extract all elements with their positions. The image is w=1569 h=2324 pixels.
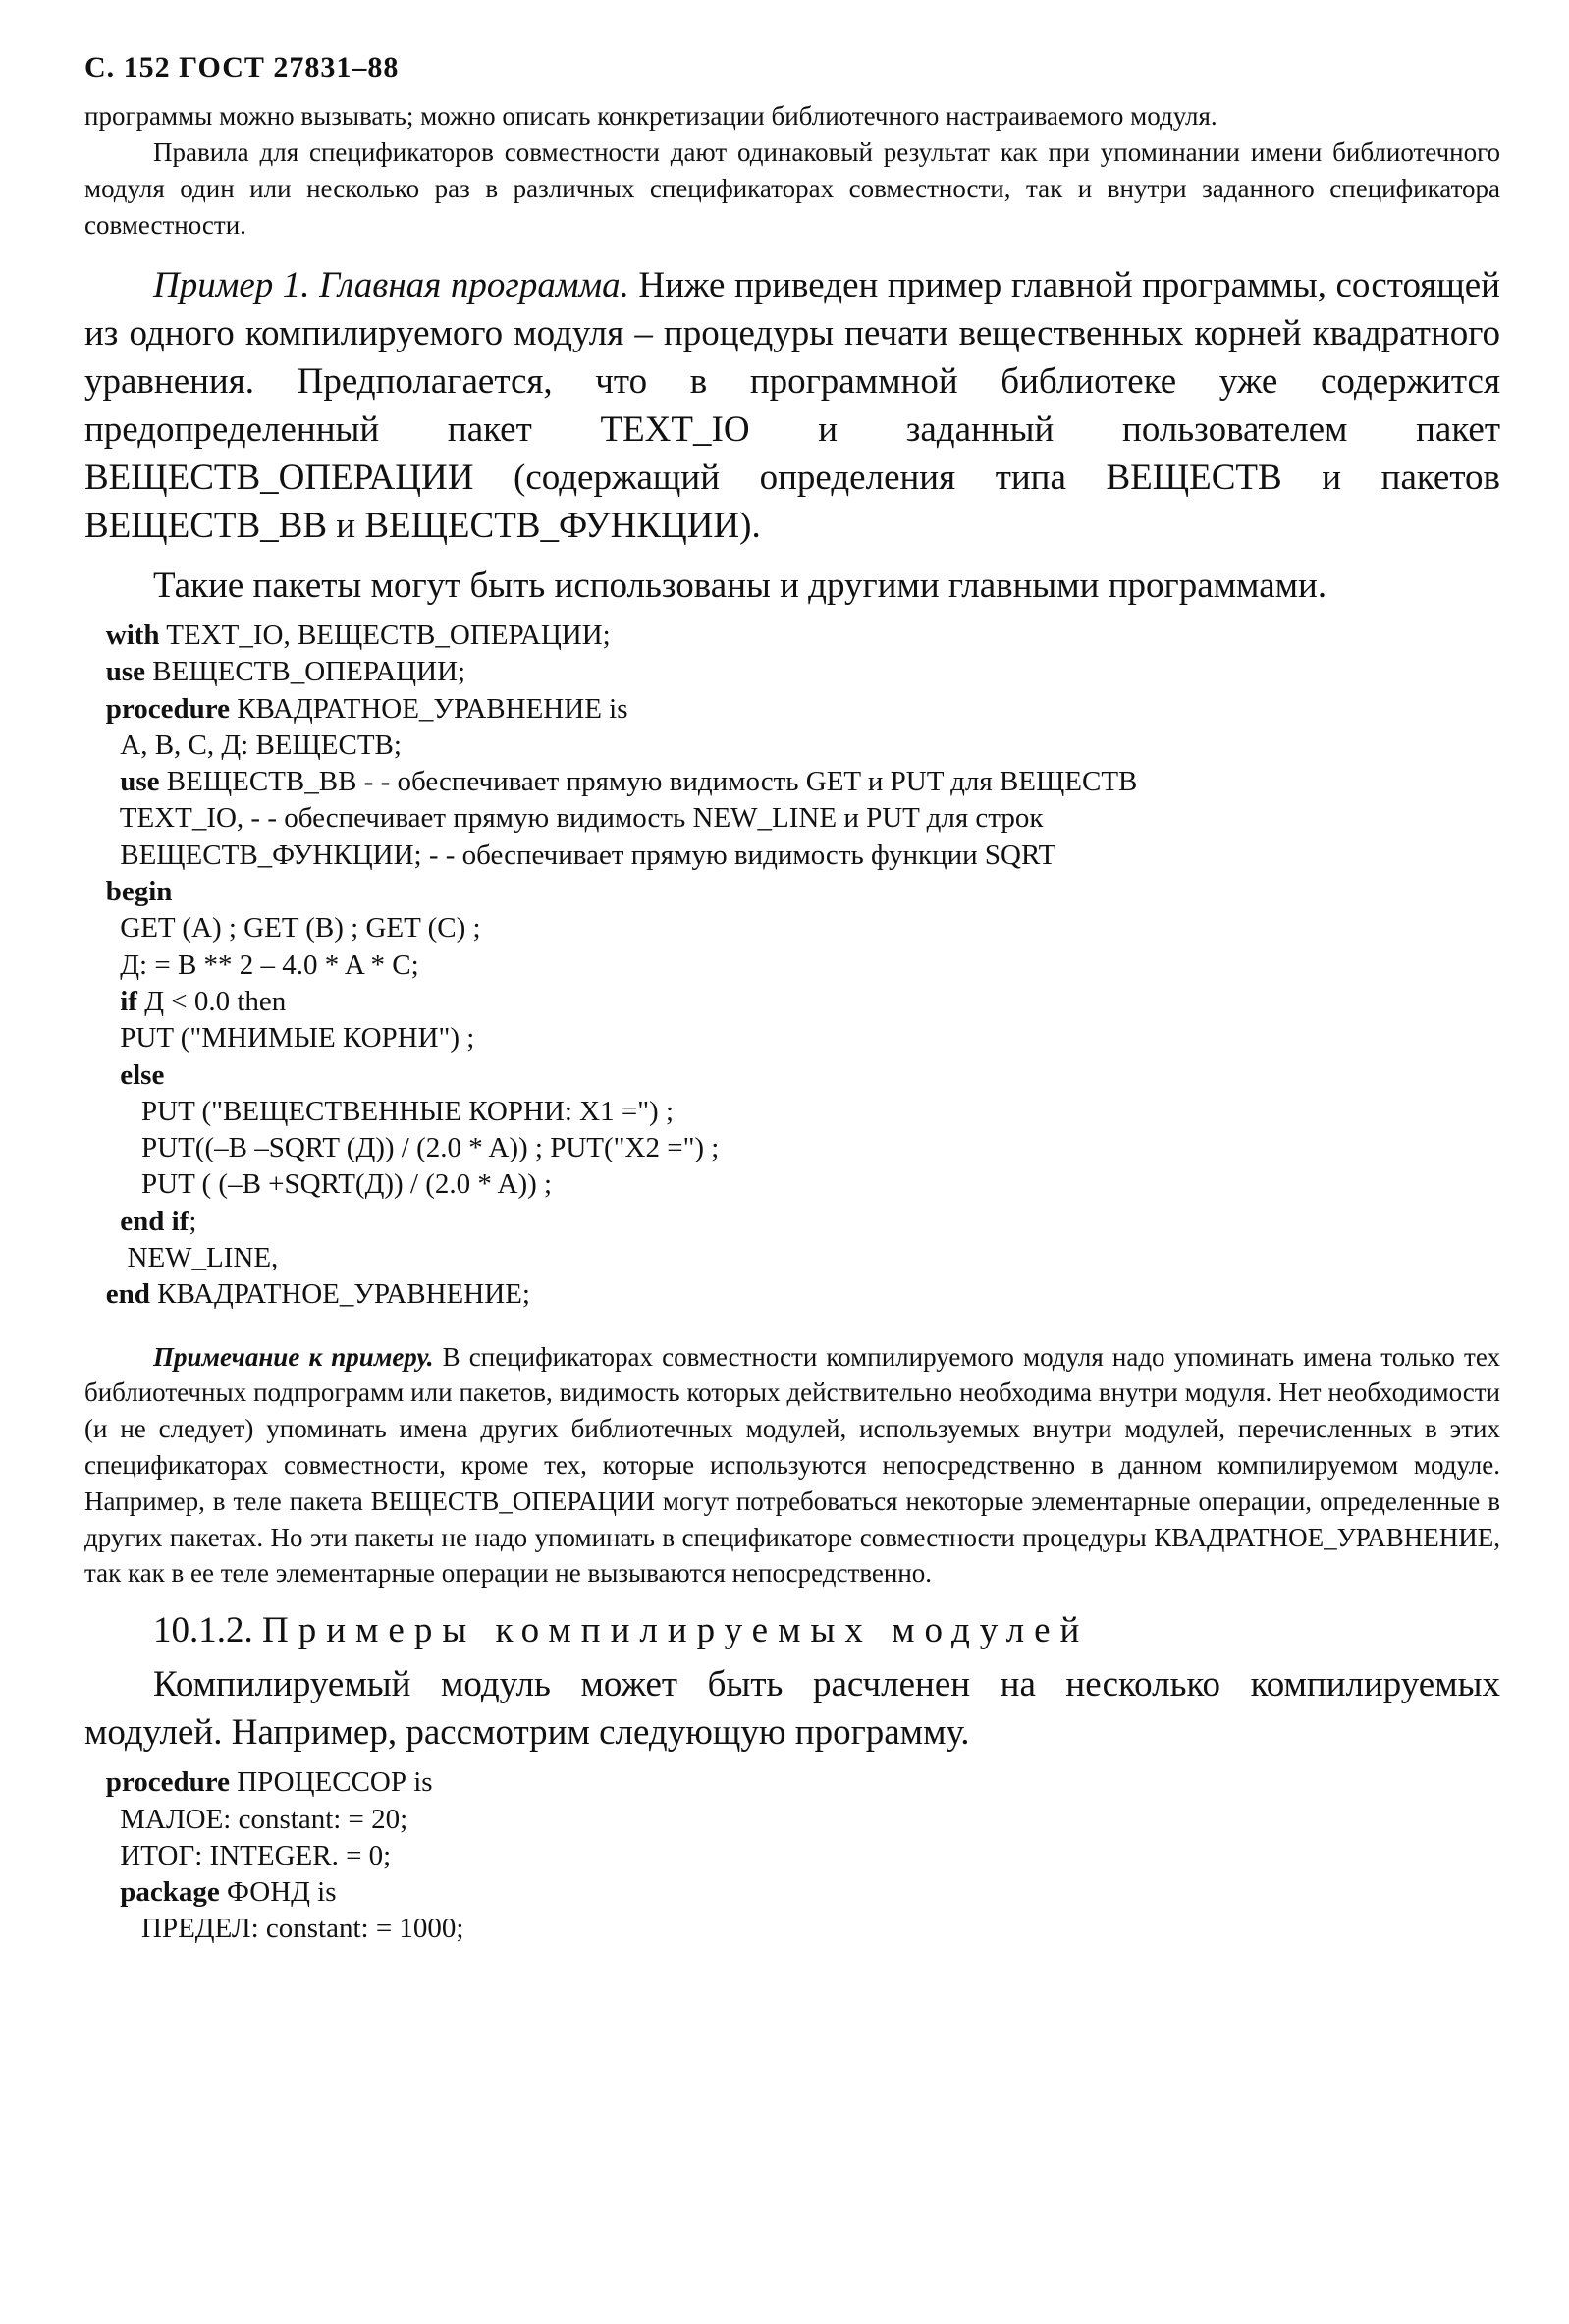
code-indent bbox=[84, 1804, 120, 1835]
code-keyword: procedure bbox=[105, 1766, 230, 1799]
code-keyword: begin bbox=[105, 876, 173, 908]
code-indent bbox=[84, 1913, 141, 1944]
example-1-text: Ниже приведен пример главной программы, состоящей из одного компилируемого модуля – процедуры печати вещественных корней квадратного уравнения. Предполагается, что в программной библиотеке уже содержится предопределенный пакет TEXT_IO и заданный пользователем пакет ВЕЩЕСТВ_ОПЕРАЦИИ (содержащий определения типа ВЕЩЕСТВ и пакетов ВЕЩЕСТВ_ВВ и ВЕЩЕСТВ_ФУНКЦИИ). bbox=[84, 265, 1500, 546]
code-text: TEXT_IO, - - обеспечивает прямую видимость NEW_LINE и PUT для строк bbox=[119, 802, 1044, 835]
code-text: ФОНД is bbox=[219, 1876, 337, 1909]
code-text: TEXT_IO, ВЕЩЕСТВ_ОПЕРАЦИИ; bbox=[159, 620, 611, 651]
code-line bbox=[84, 691, 1500, 728]
page-header: С. 152 ГОСТ 27831–88 bbox=[84, 51, 400, 83]
code-text: PUT ("МНИМЫЕ КОРНИ") ; bbox=[120, 1022, 475, 1054]
code-indent bbox=[84, 876, 106, 907]
code-text: ВЕЩЕСТВ_ВВ - - обеспечивает прямую видимость GET и PUT для ВЕЩЕСТВ bbox=[159, 766, 1138, 798]
code-text: МАЛОЕ: constant: = 20; bbox=[120, 1803, 408, 1835]
code-keyword: use bbox=[120, 766, 160, 798]
code-keyword: package bbox=[120, 1876, 220, 1909]
code-line bbox=[84, 1838, 1500, 1874]
code-keyword: use bbox=[105, 656, 146, 688]
code-indent bbox=[84, 1132, 141, 1163]
code-line bbox=[84, 874, 1500, 910]
code-keyword: else bbox=[120, 1058, 165, 1091]
code-line bbox=[84, 1276, 1500, 1313]
code-line bbox=[84, 838, 1500, 874]
code-text: PUT((–B –SQRT (Д)) / (2.0 * A)) ; PUT("X2 =") ; bbox=[141, 1132, 720, 1164]
code-indent bbox=[84, 620, 106, 651]
code-indent bbox=[84, 1022, 120, 1054]
code-indent bbox=[84, 730, 120, 761]
code-text: КВАДРАТНОЕ_УРАВНЕНИЕ is bbox=[229, 692, 628, 725]
code-keyword: end bbox=[105, 1278, 150, 1311]
code-line bbox=[84, 984, 1500, 1020]
code-line bbox=[84, 1204, 1500, 1240]
code-indent bbox=[84, 839, 120, 871]
code-indent bbox=[84, 1096, 141, 1127]
code-keyword: procedure bbox=[105, 692, 230, 725]
code-text: PUT ( (–B +SQRT(Д)) / (2.0 * A)) ; bbox=[141, 1168, 553, 1201]
code-text: PUT ("ВЕЩЕСТВЕННЫЕ КОРНИ: X1 =") ; bbox=[141, 1095, 675, 1127]
code-indent bbox=[84, 656, 106, 687]
note-label: Примечание к примеру. bbox=[153, 1341, 434, 1372]
code-line bbox=[84, 764, 1500, 800]
code-text: ИТОГ: INTEGER. = 0; bbox=[120, 1839, 392, 1871]
code-indent bbox=[84, 986, 120, 1017]
example-1-paragraph bbox=[84, 261, 1500, 550]
code-line bbox=[84, 1130, 1500, 1166]
section-title: Примеры компилируемых модулей bbox=[262, 1610, 1090, 1651]
code-keyword: if bbox=[120, 985, 137, 1017]
code-line bbox=[84, 1020, 1500, 1056]
code-line bbox=[84, 1874, 1500, 1911]
code-indent bbox=[84, 1206, 120, 1237]
section-number: 10.1.2. bbox=[153, 1610, 253, 1651]
code-keyword: end if bbox=[120, 1205, 189, 1237]
example-1-label: Пример 1. Главная программа. bbox=[153, 265, 629, 305]
code-indent bbox=[84, 949, 120, 981]
code-text: Д < 0.0 then bbox=[136, 985, 287, 1017]
code-indent bbox=[84, 1168, 141, 1200]
code-indent bbox=[84, 1059, 120, 1091]
section-heading bbox=[84, 1607, 1500, 1654]
code-line bbox=[84, 618, 1500, 654]
paragraph-packages: Такие пакеты могут быть использованы и другими главными программами. bbox=[153, 566, 1327, 606]
code-listing-1 bbox=[84, 618, 1500, 1314]
note-paragraph bbox=[84, 1339, 1500, 1593]
code-text: ; bbox=[189, 1205, 197, 1237]
code-indent bbox=[84, 1876, 120, 1908]
code-line bbox=[84, 1802, 1500, 1838]
code-indent bbox=[84, 912, 120, 944]
paragraph-rules: Правила для спецификаторов совместности дают одинаковый результат как при упоминании имени библиотечного модуля один или несколько раз в различных спецификаторах совместности, так и внутри заданного спецификатора совместности. bbox=[84, 137, 1500, 240]
code-line bbox=[84, 1764, 1500, 1801]
code-indent bbox=[84, 802, 120, 834]
paragraph-section: Компилируемый модуль может быть расчленен на несколько компилируемых модулей. Например, рассмотрим следующую программу. bbox=[84, 1664, 1500, 1754]
code-line bbox=[84, 654, 1500, 690]
code-indent bbox=[84, 1242, 128, 1273]
code-indent bbox=[84, 693, 106, 725]
code-line bbox=[84, 1911, 1500, 1947]
code-indent bbox=[84, 766, 120, 797]
code-text: NEW_LINE, bbox=[127, 1242, 279, 1274]
paragraph-continuation: программы можно вызывать; можно описать конкретизации библиотечного настраиваемого модуля. bbox=[84, 101, 1217, 131]
code-listing-2 bbox=[84, 1764, 1500, 1947]
code-text: GET (A) ; GET (B) ; GET (C) ; bbox=[120, 912, 481, 945]
code-line bbox=[84, 728, 1500, 764]
code-line bbox=[84, 800, 1500, 837]
code-line bbox=[84, 1240, 1500, 1276]
code-indent bbox=[84, 1278, 106, 1310]
code-indent bbox=[84, 1766, 106, 1798]
code-line bbox=[84, 1094, 1500, 1130]
code-text: КВАДРАТНОЕ_УРАВНЕНИЕ; bbox=[149, 1278, 530, 1311]
code-text: ВЕЩЕСТВ_ОПЕРАЦИИ; bbox=[145, 656, 466, 688]
code-text: А, В, С, Д: ВЕЩЕСТВ; bbox=[120, 729, 402, 761]
code-text: ВЕЩЕСТВ_ФУНКЦИИ; - - обеспечивает прямую видимость функции SQRT bbox=[120, 838, 1056, 871]
code-indent bbox=[84, 1840, 120, 1871]
code-text: ПРОЦЕССОР is bbox=[229, 1766, 433, 1799]
note-text: В спецификаторах совместности компилируемого модуля надо упоминать имена только тех библиотечных подпрограмм или пакетов, видимость которых действительно необходима внутри модуля. Нет необходимости (и не следует) упоминать имена других библиотечных модулей, используемых внутри модулей, перечисленных в этих спецификаторах совместности, кроме тех, которые используются непосредственно в данном компилируемом модуле. Например, в теле пакета ВЕЩЕСТВ_ОПЕРАЦИИ могут потребоваться некоторые элементарные операции, определенные в других пакетах. Но эти пакеты не надо упоминать в спецификаторе совместности процедуры КВАДРАТНОЕ_УРАВНЕНИЕ, так как в ее теле элементарные операции не вызываются непосредственно. bbox=[84, 1341, 1500, 1589]
code-line bbox=[84, 910, 1500, 946]
code-line bbox=[84, 1166, 1500, 1203]
code-keyword: with bbox=[105, 620, 160, 651]
code-line bbox=[84, 1057, 1500, 1094]
code-text: ПРЕДЕЛ: constant: = 1000; bbox=[141, 1913, 464, 1945]
code-text: Д: = B ** 2 – 4.0 * A * C; bbox=[120, 948, 419, 981]
code-line bbox=[84, 947, 1500, 984]
